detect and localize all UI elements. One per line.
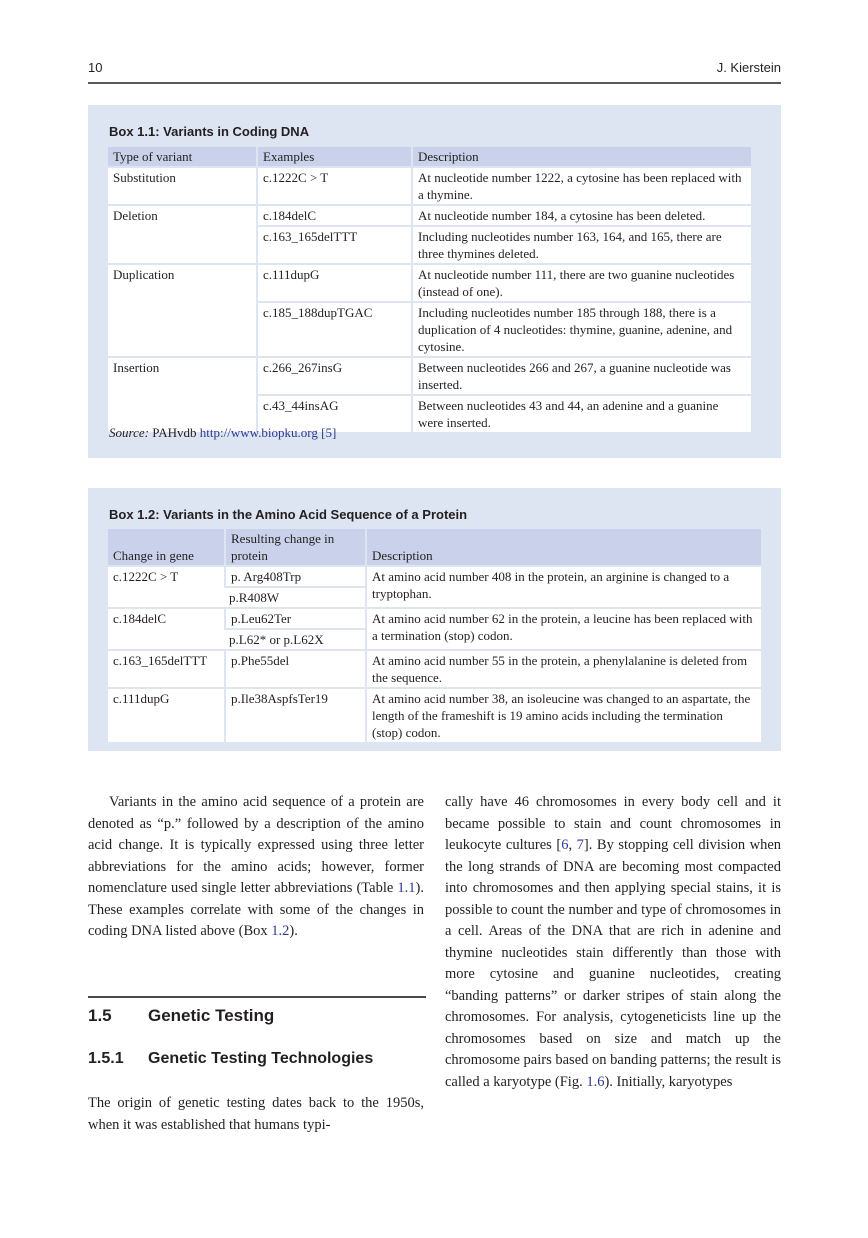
table-row: [108, 168, 751, 206]
subsection-number: 1.5.1: [88, 1050, 124, 1067]
gene-change-cell: c.1222C > T: [108, 567, 224, 609]
description-cell: At nucleotide number 1222, a cytosine has been replaced with a thymine.: [411, 168, 751, 206]
protein-change-cell: p. Arg408Trp: [224, 567, 365, 588]
paragraph-protein-variants: [88, 792, 424, 943]
protein-change-cell: p.Ile38AspfsTer19: [224, 689, 365, 744]
example-cell: c.1222C > T: [256, 168, 411, 206]
protein-change-cell: p.R408W: [224, 588, 365, 609]
paragraph-text: ). Initially, karyotypes: [604, 1073, 733, 1090]
description-cell: At amino acid number 408 in the protein, an arginine is changed to a tryptophan.: [365, 567, 761, 609]
box-reference-link[interactable]: 1.2: [271, 923, 290, 939]
table-row: [108, 206, 751, 227]
source-ref[interactable]: [5]: [317, 425, 337, 440]
gene-change-cell: c.111dupG: [108, 689, 224, 744]
section-title: Genetic Testing: [148, 1006, 275, 1025]
page-number: 10: [88, 60, 103, 75]
paragraph-text: ).: [289, 923, 298, 939]
protein-change-cell: p.Leu62Ter: [224, 609, 365, 630]
description-cell: Including nucleotides number 185 through 188, there is a duplication of 4 nucleotides: thymine, guanine, adenine, and cytosine.: [411, 303, 751, 358]
column-header: Description: [365, 529, 761, 567]
description-cell: Including nucleotides number 163, 164, and 165, there are three thymines deleted.: [411, 227, 751, 265]
description-cell: At amino acid number 55 in the protein, a phenylalanine is deleted from the sequence.: [365, 651, 761, 689]
box-1-2: [88, 488, 781, 751]
variant-type-cell: Insertion: [108, 358, 256, 396]
table-row: [108, 358, 751, 396]
example-cell: c.266_267insG: [256, 358, 411, 396]
gene-change-cell: c.163_165delTTT: [108, 651, 224, 689]
section-heading: [88, 1006, 274, 1026]
table-row: [108, 265, 751, 303]
paragraph-text: Variants in the amino acid sequence of a protein are denoted as “p.” followed by a description of the amino acid change. It is typically expressed using three letter abbreviations for the amino acids; however, former nomenclature used single letter abbreviations (Table: [88, 794, 424, 896]
variant-type-cell: Duplication: [108, 265, 256, 303]
box-title: Box 1.1: Variants in Coding DNA: [109, 124, 310, 139]
source-text: PAHvdb: [148, 425, 200, 440]
description-cell: At nucleotide number 111, there are two guanine nucleotides (instead of one).: [411, 265, 751, 303]
citation-link[interactable]: 7: [576, 837, 584, 853]
citation-link[interactable]: 6: [561, 837, 569, 853]
column-header: Change in gene: [108, 529, 224, 567]
variant-type-cell: Substitution: [108, 168, 256, 206]
variant-type-cell: Deletion: [108, 206, 256, 227]
paragraph-text: ,: [568, 837, 577, 853]
header-rule: [88, 82, 781, 84]
table-row: [108, 227, 751, 265]
table-row: [108, 689, 761, 744]
column-header: Resulting change in protein: [224, 529, 365, 567]
example-cell: c.43_44insAG: [256, 396, 411, 434]
source-link[interactable]: http://www.biopku.org: [199, 425, 318, 440]
example-cell: c.184delC: [256, 206, 411, 227]
table-row: [108, 303, 751, 358]
section-rule: [88, 996, 426, 998]
running-head-author: J. Kierstein: [716, 60, 781, 75]
table-row: [108, 567, 761, 588]
column-header: Examples: [256, 147, 411, 168]
table-header-row: [108, 147, 751, 168]
table-row: [108, 609, 761, 630]
column-header: Description: [411, 147, 751, 168]
description-cell: Between nucleotides 43 and 44, an adenine and a guanine were inserted.: [411, 396, 751, 434]
variants-amino-acid-table: [108, 529, 761, 744]
description-cell: At amino acid number 62 in the protein, a leucine has been replaced with a termination (stop) codon.: [365, 609, 761, 651]
table-header-row: [108, 529, 761, 567]
description-cell: At nucleotide number 184, a cytosine has been deleted.: [411, 206, 751, 227]
box-1-1: [88, 105, 781, 458]
paragraph-text: cally have 46 chromosomes in every body cell and it became possible to stain and count chromosomes in leukocyte cultures [: [445, 794, 781, 853]
variants-coding-dna-table: [108, 147, 751, 434]
paragraph-text: ]. By stopping cell division when the long strands of DNA are becoming most compacted into chromosomes and then applying special stains, it is possible to count the number and type of chromosomes in a cell. Areas of the DNA that are rich in adenine and thymine nucleotides stain differently than those with more cytosine and guanine nucleotides, creating “banding patterns” or darker stripes of stain along the chromosomes. For analysis, cytogeneticists line up the chromosomes based on size and match up the chromosome pairs based on banding patterns; the result is called a karyotype (Fig.: [445, 837, 782, 1090]
example-cell: c.185_188dupTGAC: [256, 303, 411, 358]
source-label: Source:: [109, 425, 149, 440]
subsection-heading: [88, 1050, 373, 1068]
example-cell: c.163_165delTTT: [256, 227, 411, 265]
table-row: [108, 651, 761, 689]
paragraph-genetic-testing-origin: The origin of genetic testing dates back to the 1950s, when it was established that humans typi-: [88, 1095, 424, 1133]
example-cell: c.111dupG: [256, 265, 411, 303]
figure-reference-link[interactable]: 1.6: [586, 1073, 605, 1090]
variant-type-cell: [108, 303, 256, 358]
paragraph-karyotype: [445, 792, 781, 1093]
column-header: Type of variant: [108, 147, 256, 168]
protein-change-cell: p.L62* or p.L62X: [224, 630, 365, 651]
box-title: Box 1.2: Variants in the Amino Acid Sequence of a Protein: [109, 507, 468, 522]
section-number: 1.5: [88, 1006, 112, 1025]
variant-type-cell: [108, 227, 256, 265]
table-reference-link[interactable]: 1.1: [397, 880, 416, 896]
description-cell: At amino acid number 38, an isoleucine was changed to an aspartate, the length of the frameshift is 19 amino acids including the termination (stop) codon.: [365, 689, 761, 744]
running-head: [88, 60, 781, 80]
gene-change-cell: c.184delC: [108, 609, 224, 651]
subsection-title: Genetic Testing Technologies: [148, 1050, 374, 1067]
box-source: [109, 425, 336, 441]
description-cell: Between nucleotides 266 and 267, a guanine nucleotide was inserted.: [411, 358, 751, 396]
paragraph-text: ). These examples correlate with some of the changes in coding DNA listed above (Box: [88, 880, 424, 939]
protein-change-cell: p.Phe55del: [224, 651, 365, 689]
